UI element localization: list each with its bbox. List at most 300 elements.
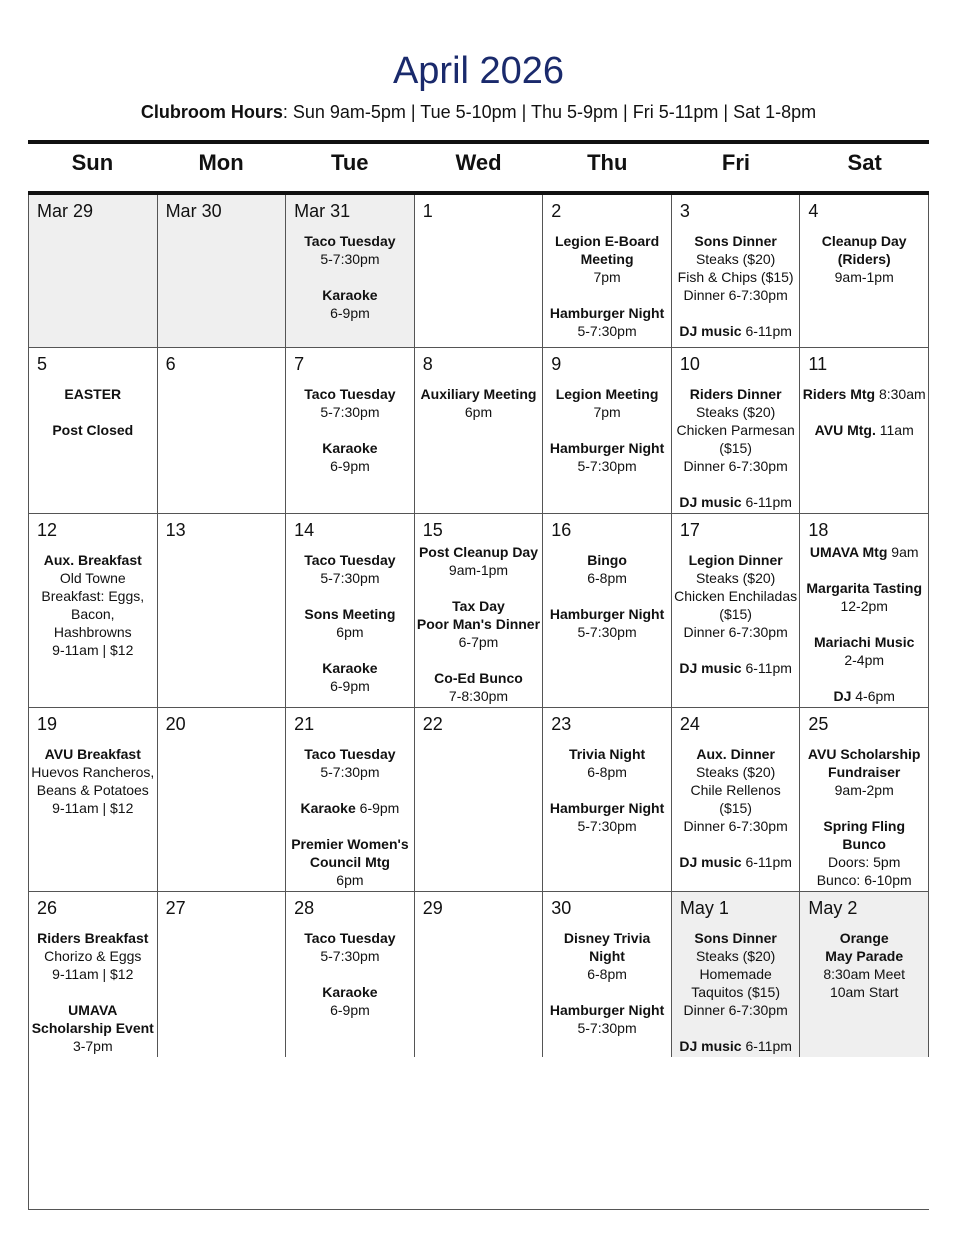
day-events xyxy=(545,551,669,641)
day-events xyxy=(417,543,541,705)
event-detail: 12-2pm xyxy=(840,598,888,614)
event-detail: 5-7:30pm xyxy=(577,624,637,640)
event-title: UMAVA Mtg xyxy=(809,544,888,560)
event-line xyxy=(674,403,798,421)
event-line xyxy=(417,561,541,579)
event-time: 6-11pm xyxy=(741,1038,792,1054)
event-line xyxy=(802,871,926,889)
event-line xyxy=(288,403,412,421)
event-line xyxy=(802,250,926,268)
weekday-sat: Sat xyxy=(847,150,882,175)
event-line xyxy=(674,929,798,947)
day-events xyxy=(674,551,798,677)
day-number: 23 xyxy=(551,714,572,734)
event-title: Premier Women's xyxy=(291,836,409,852)
day-number: 11 xyxy=(808,354,828,374)
event-line xyxy=(31,1019,155,1037)
day-cell xyxy=(415,195,544,347)
event-title: Karaoke xyxy=(322,287,378,303)
event-title: Fundraiser xyxy=(828,764,901,780)
event-line xyxy=(674,250,798,268)
day-events xyxy=(31,745,155,817)
day-number: 29 xyxy=(422,898,443,918)
day-cell xyxy=(672,195,801,347)
day-number: 27 xyxy=(165,898,186,918)
event-line xyxy=(545,817,669,835)
event-title: DJ music xyxy=(679,854,742,870)
event-line xyxy=(674,493,798,511)
day-number: 1 xyxy=(422,201,433,221)
day-number: 22 xyxy=(422,714,443,734)
page-title: April 2026 xyxy=(392,50,565,92)
day-number: 10 xyxy=(679,354,700,374)
event-detail: Dinner 6-7:30pm xyxy=(683,1002,788,1018)
event-detail: 6pm xyxy=(464,404,493,420)
event-line xyxy=(417,403,541,421)
event-line xyxy=(545,250,669,268)
event-title: Hamburger Night xyxy=(549,305,665,321)
event-line xyxy=(545,403,669,421)
event-line xyxy=(288,304,412,322)
event-line xyxy=(288,232,412,250)
event-line xyxy=(417,687,541,705)
event-line xyxy=(288,385,412,403)
event-detail: 5-7:30pm xyxy=(320,948,380,964)
event-detail: ($15) xyxy=(719,800,752,816)
event-line xyxy=(417,597,541,615)
event-detail: 6-9pm xyxy=(330,305,370,321)
day-number: 18 xyxy=(808,520,829,540)
event-title: Trivia Night xyxy=(568,746,646,762)
event-line xyxy=(674,947,798,965)
event-title: Auxiliary Meeting xyxy=(420,386,537,402)
event-spacer xyxy=(288,781,412,799)
event-title: Poor Man's Dinner xyxy=(416,616,541,632)
day-number: Mar 30 xyxy=(165,201,222,221)
day-cell xyxy=(158,891,287,1057)
event-line xyxy=(31,965,155,983)
day-cell xyxy=(286,513,415,707)
event-line xyxy=(545,385,669,403)
weekday-wed: Wed xyxy=(455,150,502,175)
event-title: Legion Meeting xyxy=(555,386,659,402)
event-detail: Doors: 5pm xyxy=(828,854,901,870)
event-spacer xyxy=(802,669,926,687)
event-detail: Steaks ($20) xyxy=(695,404,776,420)
day-cell xyxy=(672,891,801,1057)
event-spacer xyxy=(288,268,412,286)
day-cell xyxy=(800,195,929,347)
event-line xyxy=(674,232,798,250)
event-detail: 5-7:30pm xyxy=(577,323,637,339)
event-line xyxy=(31,1037,155,1055)
event-line xyxy=(545,1001,669,1019)
day-number: 12 xyxy=(37,520,58,540)
day-events xyxy=(802,543,926,705)
event-title: Council Mtg xyxy=(309,854,390,870)
event-spacer xyxy=(802,799,926,817)
event-line xyxy=(31,799,155,817)
event-line xyxy=(545,551,669,569)
event-detail: Steaks ($20) xyxy=(695,570,776,586)
event-title: Orange xyxy=(839,930,889,946)
event-line xyxy=(31,745,155,763)
day-events xyxy=(545,745,669,835)
event-detail: Dinner 6-7:30pm xyxy=(683,287,788,303)
event-detail: 9-11am | $12 xyxy=(52,966,134,982)
event-detail: Dinner 6-7:30pm xyxy=(683,458,788,474)
event-title: DJ music xyxy=(679,323,742,339)
event-line xyxy=(674,853,798,871)
event-line xyxy=(288,983,412,1001)
day-cell xyxy=(543,513,672,707)
event-line xyxy=(288,457,412,475)
event-spacer xyxy=(674,1019,798,1037)
day-cell xyxy=(29,347,158,513)
day-events xyxy=(802,385,926,439)
clubroom-hours xyxy=(0,102,957,123)
event-detail: 6-8pm xyxy=(587,570,627,586)
event-line xyxy=(802,543,926,561)
event-line xyxy=(674,745,798,763)
day-number: 19 xyxy=(37,714,58,734)
event-spacer xyxy=(545,983,669,1001)
event-title: Mariachi Music xyxy=(814,634,915,650)
event-line xyxy=(545,763,669,781)
event-detail: 9am-1pm xyxy=(834,269,894,285)
event-line xyxy=(31,1001,155,1019)
event-title: Karaoke xyxy=(300,800,356,816)
event-spacer xyxy=(674,641,798,659)
event-line xyxy=(802,687,926,705)
day-cell xyxy=(415,891,544,1057)
calendar-grid xyxy=(28,195,929,1210)
day-number: 5 xyxy=(37,354,48,374)
event-line xyxy=(674,1037,798,1055)
event-detail: 6pm xyxy=(336,872,364,888)
event-detail: 5-7:30pm xyxy=(320,570,380,586)
event-time: 6-11pm xyxy=(741,660,792,676)
event-line xyxy=(802,929,926,947)
day-events xyxy=(674,745,798,871)
event-title: UMAVA xyxy=(68,1002,118,1018)
day-events xyxy=(31,929,155,1055)
event-line xyxy=(545,268,669,286)
day-number: Mar 31 xyxy=(294,201,351,221)
event-title: AVU Mtg. xyxy=(814,422,876,438)
event-line xyxy=(288,659,412,677)
event-title: Margarita Tasting xyxy=(806,580,923,596)
event-detail: 5-7:30pm xyxy=(577,1020,637,1036)
event-line xyxy=(288,871,412,889)
event-line xyxy=(802,983,926,1001)
day-cell xyxy=(543,347,672,513)
event-line xyxy=(31,569,155,587)
event-title: Taco Tuesday xyxy=(304,552,396,568)
day-cell xyxy=(543,195,672,347)
event-line xyxy=(288,947,412,965)
event-title: Riders Dinner xyxy=(689,386,782,402)
event-title: Tax Day xyxy=(452,598,505,614)
day-events xyxy=(674,385,798,511)
event-time: 4-6pm xyxy=(851,688,895,704)
event-line xyxy=(802,232,926,250)
event-title: Scholarship Event xyxy=(31,1020,154,1036)
event-spacer xyxy=(288,965,412,983)
event-line xyxy=(674,457,798,475)
event-title: Aux. Dinner xyxy=(696,746,775,762)
event-detail: Chicken Enchiladas xyxy=(674,588,798,604)
day-number: 25 xyxy=(808,714,829,734)
event-title: Hamburger Night xyxy=(549,800,665,816)
day-cell xyxy=(158,513,287,707)
day-events xyxy=(802,929,926,1001)
day-events xyxy=(545,232,669,340)
event-line xyxy=(31,929,155,947)
event-line xyxy=(802,745,926,763)
event-line xyxy=(802,763,926,781)
day-cell xyxy=(800,891,929,1057)
event-time: 9am xyxy=(887,544,919,560)
event-line xyxy=(674,1001,798,1019)
event-line xyxy=(674,322,798,340)
event-detail: 6pm xyxy=(336,624,364,640)
day-events xyxy=(31,385,155,439)
day-number: 14 xyxy=(294,520,315,540)
event-detail: 5-7:30pm xyxy=(577,458,637,474)
event-line xyxy=(674,983,798,1001)
event-title: Legion Dinner xyxy=(688,552,783,568)
day-events xyxy=(288,929,412,1019)
event-line xyxy=(545,947,669,965)
event-line xyxy=(288,745,412,763)
event-spacer xyxy=(288,587,412,605)
event-line xyxy=(674,799,798,817)
event-spacer xyxy=(545,421,669,439)
day-cell xyxy=(543,891,672,1057)
event-spacer xyxy=(288,641,412,659)
event-title: Hamburger Night xyxy=(549,440,665,456)
day-cell xyxy=(286,347,415,513)
day-cell xyxy=(800,347,929,513)
event-detail: 5-7:30pm xyxy=(577,818,637,834)
event-title: AVU Breakfast xyxy=(44,746,141,762)
day-events xyxy=(31,551,155,659)
event-line xyxy=(31,551,155,569)
event-line xyxy=(288,605,412,623)
event-spacer xyxy=(288,817,412,835)
event-line xyxy=(674,965,798,983)
event-title: Meeting xyxy=(580,251,634,267)
day-cell xyxy=(672,513,801,707)
event-spacer xyxy=(545,286,669,304)
event-time: 6-11pm xyxy=(741,494,792,510)
event-title: EASTER xyxy=(64,386,122,402)
day-number: 6 xyxy=(165,354,176,374)
day-cell xyxy=(29,891,158,1057)
event-line xyxy=(802,853,926,871)
event-line xyxy=(31,605,155,641)
event-title: Aux. Breakfast xyxy=(43,552,142,568)
event-spacer xyxy=(674,475,798,493)
event-line xyxy=(674,623,798,641)
event-title: Taco Tuesday xyxy=(304,930,396,946)
day-cell xyxy=(415,707,544,891)
day-cell xyxy=(158,347,287,513)
day-events xyxy=(674,232,798,340)
event-detail: 6-8pm xyxy=(587,764,627,780)
day-cell xyxy=(158,707,287,891)
event-line xyxy=(674,286,798,304)
event-line xyxy=(288,439,412,457)
event-title: Sons Dinner xyxy=(694,233,777,249)
event-line xyxy=(31,421,155,439)
day-number: 16 xyxy=(551,520,572,540)
day-number: 3 xyxy=(679,201,690,221)
day-number: 9 xyxy=(551,354,562,374)
day-events xyxy=(545,385,669,475)
event-title: AVU Scholarship xyxy=(807,746,921,762)
event-line xyxy=(545,1019,669,1037)
event-detail: 6-8pm xyxy=(587,966,627,982)
event-detail: 2-4pm xyxy=(844,652,885,668)
event-line xyxy=(288,623,412,641)
event-detail: 5-7:30pm xyxy=(320,251,380,267)
event-detail: Steaks ($20) xyxy=(695,764,776,780)
event-line xyxy=(288,677,412,695)
event-detail: ($15) xyxy=(719,440,752,456)
event-detail: Chile Rellenos xyxy=(690,782,781,798)
event-line xyxy=(545,929,669,947)
day-number: 30 xyxy=(551,898,572,918)
event-spacer xyxy=(802,561,926,579)
event-detail: 6-9pm xyxy=(330,678,370,694)
event-title: Disney Trivia xyxy=(563,930,651,946)
event-detail: Chicken Parmesan xyxy=(676,422,795,438)
event-line xyxy=(545,322,669,340)
event-line xyxy=(802,817,926,835)
day-number: May 2 xyxy=(808,898,858,918)
event-title: Bunco xyxy=(842,836,886,852)
day-cell xyxy=(800,707,929,891)
event-title: Cleanup Day xyxy=(821,233,907,249)
event-line xyxy=(417,633,541,651)
day-cell xyxy=(29,195,158,347)
event-spacer xyxy=(31,403,155,421)
event-line xyxy=(802,651,926,669)
event-line xyxy=(288,799,412,817)
event-line xyxy=(802,965,926,983)
event-time: 6-11pm xyxy=(741,323,792,339)
weekday-mon: Mon xyxy=(198,150,244,175)
day-cell xyxy=(672,707,801,891)
event-line xyxy=(545,799,669,817)
event-spacer xyxy=(288,421,412,439)
event-line xyxy=(674,569,798,587)
event-detail: Steaks ($20) xyxy=(695,948,776,964)
day-number: 15 xyxy=(422,520,443,540)
event-spacer xyxy=(802,403,926,421)
event-detail: Huevos Rancheros, xyxy=(31,764,155,780)
event-title: DJ music xyxy=(679,494,742,510)
event-title: Taco Tuesday xyxy=(304,233,396,249)
event-detail: 9-11am | $12 xyxy=(52,800,134,816)
event-title: DJ music xyxy=(679,660,742,676)
event-title: Sons Meeting xyxy=(304,606,396,622)
event-detail: 6-9pm xyxy=(330,1002,370,1018)
event-detail: 3-7pm xyxy=(72,1038,113,1054)
day-cell xyxy=(286,707,415,891)
event-detail: 9am-2pm xyxy=(834,782,894,798)
day-number: Mar 29 xyxy=(37,201,94,221)
event-detail: 10am Start xyxy=(829,984,899,1000)
event-detail: 9-11am | $12 xyxy=(52,642,134,658)
event-spacer xyxy=(674,304,798,322)
event-line xyxy=(288,853,412,871)
event-title: Hamburger Night xyxy=(549,606,665,622)
event-spacer xyxy=(674,835,798,853)
event-line xyxy=(674,659,798,677)
event-line xyxy=(674,439,798,457)
event-title: Taco Tuesday xyxy=(304,746,396,762)
event-detail: Dinner 6-7:30pm xyxy=(683,624,788,640)
day-events xyxy=(674,929,798,1055)
event-time: 11am xyxy=(875,422,914,438)
event-detail: Fish & Chips ($15) xyxy=(677,269,794,285)
event-line xyxy=(288,286,412,304)
event-line xyxy=(674,551,798,569)
event-detail: Breakfast: Eggs, xyxy=(41,588,145,604)
event-title: (Riders) xyxy=(837,251,891,267)
event-line xyxy=(545,569,669,587)
hours-text: : Sun 9am-5pm | Tue 5-10pm | Thu 5-9pm | Fri 5-11pm | Sat 1-8pm xyxy=(282,102,817,122)
event-title: Post Cleanup Day xyxy=(418,544,538,560)
day-cell xyxy=(158,195,287,347)
event-line xyxy=(545,232,669,250)
day-cell xyxy=(286,891,415,1057)
event-line xyxy=(288,1001,412,1019)
event-title: Post Closed xyxy=(52,422,134,438)
event-line xyxy=(545,965,669,983)
day-number: 24 xyxy=(679,714,700,734)
event-detail: 7-8:30pm xyxy=(448,688,509,704)
day-number: 2 xyxy=(551,201,562,221)
event-line xyxy=(31,385,155,403)
event-line xyxy=(417,543,541,561)
day-cell xyxy=(29,513,158,707)
event-time: 8:30am xyxy=(875,386,926,402)
event-line xyxy=(545,745,669,763)
day-cell xyxy=(800,513,929,707)
day-number: 13 xyxy=(165,520,186,540)
event-title: Co-Ed Bunco xyxy=(434,670,523,686)
event-detail: Beans & Potatoes xyxy=(36,782,149,798)
event-line xyxy=(417,615,541,633)
header-rule-top xyxy=(28,140,929,144)
event-title: Bingo xyxy=(587,552,627,568)
event-line xyxy=(545,457,669,475)
event-spacer xyxy=(417,651,541,669)
event-detail: 8:30am Meet xyxy=(823,966,906,982)
day-cell xyxy=(543,707,672,891)
event-detail: 5-7:30pm xyxy=(320,764,380,780)
event-line xyxy=(802,268,926,286)
event-spacer xyxy=(802,615,926,633)
day-number: 17 xyxy=(679,520,700,540)
event-detail: Bacon, Hashbrowns xyxy=(53,606,132,640)
event-line xyxy=(802,781,926,799)
event-detail: Steaks ($20) xyxy=(695,251,776,267)
